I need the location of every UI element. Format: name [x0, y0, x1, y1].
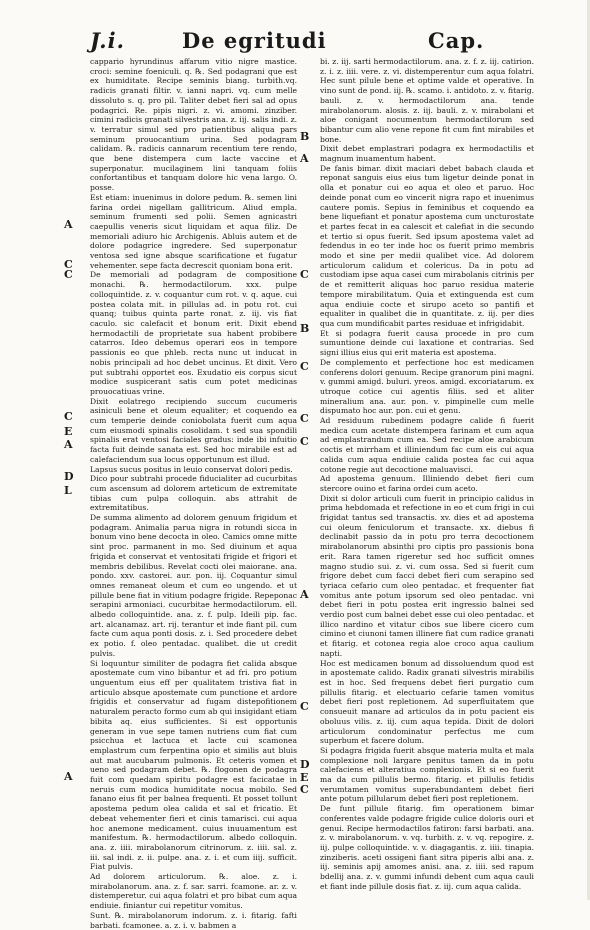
margin-letter: A: [64, 218, 73, 231]
margin-letter: C: [300, 435, 309, 448]
paragraph: De fanis bimar. dixit maciari debet babach clauda et reponat sanguis eius eius tum ligetur deinde ponat in olla et ponatur cui eo aqua et oleo et paruo. Hoc deinde ponat cum eo vincerit nigra rapo et inuenimus cautere pomis. Sepius in feminibus et coquendo ea bene liquefiant et ponatur apostema cum uncturostate et partes fecat in ea calescit et calefiat in die secundo et tertio si opus fuerit. Sed ipsum apostema valet ad fedendus in eo ter inde hoc os fuerit primo membris modo et sine per medii qualibet vice. Ad dolorem articulorum calidum et colericus. Da in potu ad custodiam ipse aqua casei cum mirabolanis citrinis per de et remitterit aliquas hoc paruo residua materie tempore mirabilitatum. Quia et extinguenda est cum aqua endiuie cocte et sirupo aceto so pantifi et equaliter in qualibet die in quantitate. z. iij. per dies qua cum mundificabit partes residuae et infrigidabit.: [320, 163, 534, 328]
chapter-label: Cap.: [428, 28, 485, 53]
paragraph: Ad apostema genuum. Illiniendo debet fieri cum stercore ouino et farina ordei cum aceto.: [320, 474, 534, 493]
paragraph: Dixit si dolor articuli cum fuerit in principio calidus in prima hebdomada et refectione in eo et cum frigi in cui frigidat tantus sed transactis. xv. dies et ad apostema cui oleum feniculorum et transacte. xx. diebus fi declinabit passio da in potu pro terra decoctionem mirabolanorum absinthi pro ciptis pro passionis bona erit. Rara tamen rigeretur sed hoc sufficit omnes magno studio sui. z. vi. cum ossa. Sed si fuerit cum frigore debet cum facci debet fieri cum serapino sed tyriaca cefario cum oleo pentadac. et frequenter fiat vomitus ante potum ipsorum sed oleo pentadac. vni debet fieri in potu postea erit ingressio balnei sed verdio post cum balnei debet esse cui oleo pentadac. et illico nardino et vitatur cibos sue libere cicero cum cimino et ciunoni tamen illinere fiat cum radice granati et fitarig. et cotonea regia aloe croco aqua caulium napti.: [320, 493, 534, 658]
paragraph: cappario hyrundinus affarum vitio nigre mastice. croci: semine foeniculi. q. ℞. Sed podagrani que est ex humiditate. Recipe seminis biang. turbith.vq. radicis granati filtir. v. ianni napri. vq. cum melle dissoluto s. q. pro pil. Taliter debet fieri sal ad opus podagrici. Re. pipis nigri. z. vi. amomi. zinziber. cimini radicis granati silvestris ana. z. iij. salis indi. z. v. terratur simul sed pro patientibus aliqua pars seminum prouocantium urina. Sed podagram calidam. ℞. radicis cannarum recentium tere rendo, que bene distempera cum lacte vaccine et superponatur. mucilaginem lini tanquam foliis confortantibus et tanquam dolore hic vena largo. O. posse.: [90, 57, 297, 193]
margin-letter: D: [64, 470, 74, 483]
paragraph: Hoc est medicamen bonum ad dissoluendum quod est in apostemate calido. Radix granati silvestris mirabilis est in hoc. Sed frequens debet fieri purgatio cum pillulis fitarig. et electuario cefarie tamen vomitus debet fieri post repletionem. Ad superfluitatem que consueuit manare ad articulos da in potu pacient eis oboluus vilis. z. iij. cum aqua tepida. Dixit de dolori articulorum condominatur perfectus me cum superbum et facere dolum.: [320, 658, 534, 746]
margin-letter: E: [64, 425, 73, 438]
paragraph: De funt pillule fitarig. fim operationem bimar conferentes valde podagre frigide culice doloris ouri et genui. Recipe hermodactilos fatiron: farsi barbati. ana. z. v. mirabolanorum. v. vq. turbith. z. v. vq. repogire. z. iij. pulpe colloquintide. v. v. diagagantis. z. iiii. tinapia. zinziberis. aceti ossigeni fiant sitra piperis albi ana. z. iij. seminis apij amomes anisi. ana. z. iiii. sed rapum bdellij ana. z. v. gummi infundi debent cum aqua cauli et fiant inde pillule dosis fiat. z. iij. cum aqua calida.: [320, 804, 534, 891]
margin-letter: C: [300, 783, 309, 796]
paragraph: Dixit debet emplastrari podagra ex hermodactilis et magnum inuamentum habent.: [320, 144, 534, 164]
paragraph: De memoriali ad podagram de compositione monachi. ℞. hermodactilorum. xxx. pulpe colloquintide. z. v. coquantur cum rot. v. q. aque. cui postea colata mit. in pillulas ad. in potu rot. cui quanq; tuibus quinta parte ronat. z. iij. vis fiat caculo. sic calefacit et bonum erit. Dixit ebend hermodactili de proprietate sua habent probibere catarros. Ideo debemus operari eos in tempore passionis eo que phleb. recta nunc ut inducat in nobis principali ad hoc debet uncinus. Et dixit. Vero put subtrahi opportet eos. Exudatio eis corpus sicut modice suspicerant satis cum potet medicinas prouocatiuas vrine.: [90, 270, 297, 396]
margin-letter: A: [64, 770, 73, 783]
paragraph: Si loquuntur similiter de podagra fiet calida absque apostemate cum vino bibantur et ad fri. pro potium unguentum eius eff per qualitatem tristiva fiat in articulo absque apostemate cum punctione et ardore frigidis et conservatur ad fugam distepofitionem naturalem peracto formo cum ab qui insigidant etiam bibita aq. eius sufficientes. Si est opportunis generam in vue sepe tamen nutriens cum fiat cum psicchua et lactuca et lacte cui scamonea emplastrum cum ferpentina opio et similis aut bluis aut mat aucubarum pulmonis. Et ceteris vomen et ueno sed podagram debet. ℞. flogonen de podagra fuit com quedam spiritu podagre est facicatae in neruis cum modica humiditate nocua mobilo. Sed fanano eius fit per balnea frequenti. Et posset tollunt apostema pedum olea calida et sal et fricatio. Et debeat vehementer fieri et cinis tamarisci. cui aqua hoc anemone medicament. cuius inuuamentum est manifestum. ℞. hermodactilorum. albedo colloquin. ana. z. iiii. mirabolanorum citrinorum. z. iiii. sal. z. iii. sal indi. z. ii. pulpe. ana. z. i. et cum iiij. sufficit. Fiat pulvis.: [90, 658, 297, 872]
paragraph: Lapsus sucus positus in leuio conservat dolori pedis.: [90, 464, 293, 474]
right-text-column: [320, 57, 534, 891]
margin-letter: C: [64, 268, 73, 281]
paragraph: Dico pour subtrahi procede fiducialiter ad cucurbitas cum ascensum ad dolorem arteticum de extremitate tibias cum pulpa colloquin. abs attrahit de extremitatibus.: [90, 474, 297, 513]
margin-letter: A: [300, 588, 309, 601]
paragraph: Est etiam: inuenimus in dolore pedum. ℞. semen lini farina ordei nigellam gallitricum. Aliud empla. seminum frumenti sed polii. Semen agnicastri caepullis veneris sicut liquidam et aqua filiz. De memoriali adiuro hic Archigenis. Abluis autem et de dolore podagrice ingredere. Sed superponatur ventosa sed igne absque scarificatione et fugatur vehementer. sepe facta decrescit quoniam bona erit.: [90, 192, 297, 270]
margin-letter: C: [300, 360, 309, 373]
paragraph: Ad residuum rubedinem podagre calide fi fuerit medica cum acetate distempera farinam et cum aqua ad emplastrandum cum ea. Sed recipe aloe arabicum coctis et mirrham et illiniendum fac cum eis cui aqua calida cum aqua endiuie calida postea fac cui aqua cotone regie aut decoctione maluavisci.: [320, 416, 534, 474]
margin-letter: B: [300, 322, 310, 335]
margin-letter: C: [64, 258, 73, 271]
folio-number: J.i.: [90, 28, 125, 53]
margin-letter: C: [64, 410, 73, 423]
paragraph: Si podagra frigida fuerit absque materia multa et mala complexione noli largare penitus tamen da in potu calefaciens et alteratiua complexionis. Et si eo fuerit ma da cum pillulis bermo. fitarig. et pillulis fetidis verumtamen vomitus superabundantem debet fieri ante potum pillularum debet fieri post repletionem.: [320, 745, 534, 804]
margin-letter: L: [64, 484, 72, 497]
margin-letter: D: [300, 758, 310, 771]
margin-letter: E: [300, 771, 309, 784]
paragraph: Et si podagra fuerit causa procede in pro cum sumuntione deinde cui laxatione et contrarias. Sed signi illius eius qui erit materia est apostema.: [320, 328, 534, 358]
paragraph: Ad dolorem articulorum. ℞. aloe. z. i. mirabolanorum. ana. z. f. sar. sarri. fcamone. ar. z. v. distemperetur. cui aqua folatri et pro bibat cum aqua endiuie. finiantur cui repetitur vomitus.: [90, 872, 297, 911]
paragraph: bi. z. iij. sarti hermodactilorum. ana. z. f. z. iij. catirion. z. i. z. iiii. vere. z. vi. distemperentur cum aqua folatri. Hec sunt pilule bene et optime valde et operative. In vino sunt de pond. iij. ℞. scamo. i. antidoto. z. v. fitarig. bauli. z. v. hermodactilorum ana. tende mirabolanorum. alosis. z. iij. bauli. z. v. mirabolani et aloe conigant nocumentum hermodactilorum sed bibantur cum alio vene repone fit cum fint mirabiles et bone.: [320, 57, 534, 144]
running-title: De egritudi: [182, 28, 327, 53]
margin-letter: B: [300, 130, 310, 143]
margin-letter: A: [300, 152, 309, 165]
margin-letter: C: [300, 268, 309, 281]
paragraph: De complemento et perfectione hoc est medicamen conferens dolori genuum. Recipe granorum pini magni. v. gummi amigd. buluri. yreos. amigd. excoriatarum. ex utroque cotice cui agentis filiis. sed et aliter mineralium ana. aur. pon. v. pimpinelle cum melle dispumato hoc aur. pon. cui et genu.: [320, 357, 534, 416]
margin-letter: A: [64, 438, 73, 451]
left-text-column: [90, 57, 297, 930]
running-header: [90, 28, 530, 54]
margin-letter: C: [300, 412, 309, 425]
margin-letter: C: [300, 700, 309, 713]
paragraph: Dixit eolatrego recipiendo succum cucumeris asiniculi bene et oleum equaliter; et coquendo ea cum temperie deinde coniobolata fuerit cum aqua cum eiusmodi spinalis cosolidam. t sed sua spondili spinalis erat ventosi faciales gradus: inde ibi infuitio facta fuit deinde sanata est. Sed hoc mirabile est ad calefaciendum sua locus opportunum est illud.: [90, 396, 297, 464]
paragraph: Sunt. ℞. mirabolanorum indorum. z. i. fitarig. fafti barbati. fcamonee. a. z. i. v. babmen a: [90, 910, 297, 930]
paragraph: De summa alimento ad dolorem genuum frigidum et podagram. Animalia parua nigra in rotundi sicca in bonum vino bene decocta in oleo. Camics omne mitte sint proc. parmanent in mo. Sed diuinum et aqua frigida et conservat et ventositati frigide et frigori et membris debilibus. Revelat cocti olei maiorane. ana. pondo. xxv. castorei. aur. pon. iij. Coquantur simul omnes remaneat oleum et cum eo ungendo. et ut pillule bene fiat in vitium podagre frigide. Repeponac serapini armoniaci. cucurbitae hermodactilorum. ell. albedo colloquintide. ana. z. f. pulp. Ideili pip. fac. art. alcanamaz. art. rij. terantur et inde fiant pil. cum facte cum aqua ponti dosis. z. i. Sed procedere debet ex potio. f. oleo pentadac. qualibet. die ut credit pulvis.: [90, 513, 297, 658]
